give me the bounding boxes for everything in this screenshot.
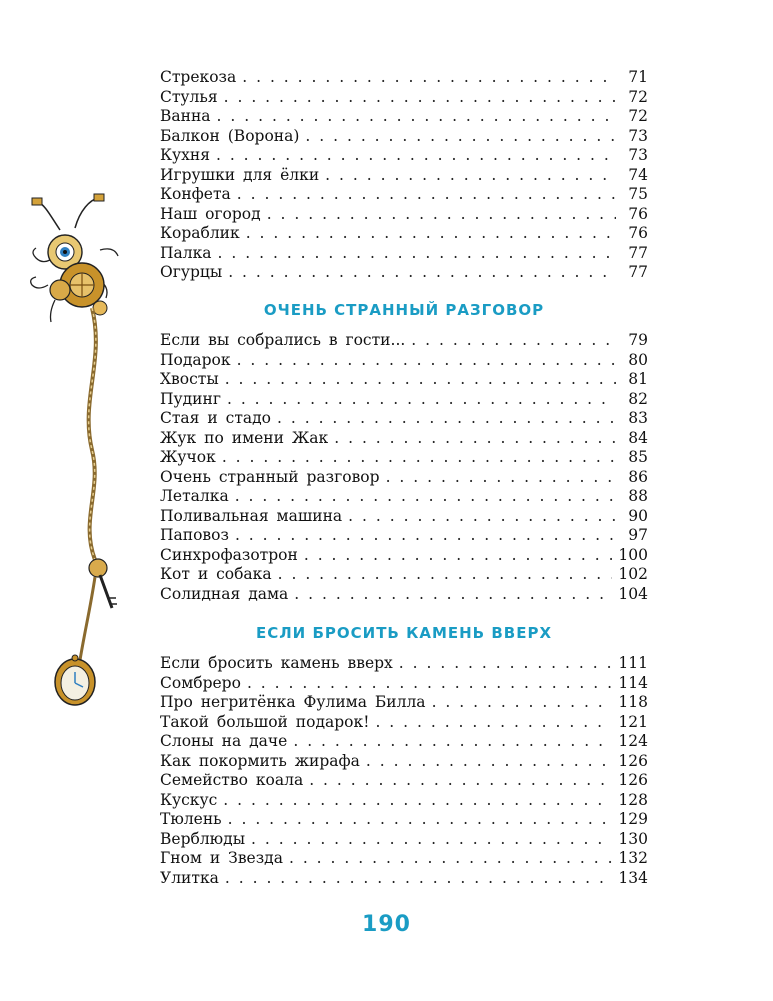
toc-entry-page: 90 — [628, 506, 648, 525]
toc-entry — [160, 752, 648, 772]
toc-entry — [160, 224, 648, 244]
toc-entry-title: Если вы собрались в гости... — [160, 331, 406, 349]
toc-entry — [160, 205, 648, 225]
dot-leader — [375, 713, 612, 733]
toc-entry-page: 86 — [628, 467, 648, 486]
toc-entry-page: 71 — [628, 68, 648, 86]
dot-leader — [218, 244, 616, 264]
toc-entry-page: 73 — [628, 146, 648, 164]
toc-entry-page: 73 — [628, 126, 648, 145]
dot-leader — [386, 468, 616, 488]
dot-leader — [242, 68, 616, 88]
toc-entry-title: Стулья — [160, 87, 218, 106]
section-heading-3: ЕСЛИ БРОСИТЬ КАМЕНЬ ВВЕРХ — [255, 624, 553, 642]
toc-entry-page: 124 — [618, 732, 648, 750]
dot-leader — [325, 166, 616, 186]
dot-leader — [432, 693, 613, 713]
toc-entry-title: Жук по имени Жак — [160, 428, 329, 447]
toc-section-2 — [160, 331, 648, 604]
toc-entry — [160, 487, 648, 507]
toc-entry-title: Про негритёнка Фулима Билла — [160, 693, 426, 711]
toc-entry-title: Улитка — [160, 868, 219, 887]
toc-entry — [160, 674, 648, 694]
toc-entry-page: 111 — [618, 654, 648, 672]
dot-leader — [278, 565, 613, 585]
toc-entry — [160, 263, 648, 283]
toc-entry — [160, 448, 648, 468]
dot-leader — [334, 429, 616, 449]
toc-entry-title: Стая и стадо — [160, 409, 272, 427]
dot-leader — [251, 830, 612, 850]
toc-entry-title: Как покормить жирафа — [160, 751, 360, 770]
section-heading-2: ОЧЕНЬ СТРАННЫЙ РАЗГОВОР — [263, 301, 545, 319]
toc-entry — [160, 654, 648, 674]
toc-entry-page: 84 — [628, 428, 648, 447]
dot-leader — [223, 791, 612, 811]
toc-entry — [160, 468, 648, 488]
toc-entry-title: Стрекоза — [160, 68, 237, 86]
toc-entry — [160, 791, 648, 811]
dot-leader — [246, 224, 616, 244]
page-number: 190 — [362, 912, 411, 937]
dot-leader — [228, 810, 613, 830]
toc-entry-title: Солидная дама — [160, 584, 289, 603]
toc-entry-page: 76 — [628, 224, 648, 242]
dot-leader — [293, 732, 612, 752]
toc-entry — [160, 713, 648, 733]
dot-leader — [305, 127, 616, 147]
dot-leader — [235, 487, 616, 507]
toc-entry-page: 77 — [628, 243, 648, 262]
toc-entry-title: Тюлень — [160, 810, 222, 828]
toc-entry — [160, 565, 648, 585]
toc-entry-title: Огурцы — [160, 263, 223, 281]
toc-entry — [160, 166, 648, 186]
toc-entry-title: Кускус — [160, 790, 218, 809]
toc-entry-page: 114 — [618, 673, 648, 692]
dot-leader — [348, 507, 616, 527]
toc-entry — [160, 409, 648, 429]
toc-entry-title: Такой большой подарок! — [160, 712, 370, 731]
toc-entry — [160, 185, 648, 205]
toc-entry-title: Подарок — [160, 350, 231, 369]
toc-entry-title: Кот и собака — [160, 565, 272, 583]
toc-entry-title: Игрушки для ёлки — [160, 165, 320, 184]
dot-leader — [237, 185, 616, 205]
toc-entry — [160, 507, 648, 527]
toc-entry-title: Слоны на даче — [160, 732, 288, 750]
toc-entry-title: Сомбреро — [160, 673, 241, 692]
toc-entry-page: 82 — [628, 389, 648, 408]
toc-entry-page: 81 — [628, 370, 648, 388]
toc-entry-page: 132 — [618, 849, 648, 867]
toc-entry-title: Поливальная машина — [160, 506, 343, 525]
toc-entry-page: 76 — [628, 204, 648, 223]
toc-entry-title: Ванна — [160, 107, 211, 125]
toc-entry — [160, 370, 648, 390]
dot-leader — [247, 674, 612, 694]
toc-entry — [160, 693, 648, 713]
toc-entry — [160, 849, 648, 869]
toc-entry-page: 74 — [628, 165, 648, 184]
dot-leader — [267, 205, 616, 225]
toc-entry — [160, 732, 648, 752]
toc-section-3 — [160, 654, 648, 888]
dot-leader — [399, 654, 613, 674]
toc-entry — [160, 68, 648, 88]
dot-leader — [366, 752, 612, 772]
dot-leader — [222, 448, 616, 468]
toc-entry — [160, 88, 648, 108]
toc-entry-title: Верблюды — [160, 829, 246, 848]
toc-entry-title: Жучок — [160, 448, 216, 466]
toc-entry-title: Синхрофазотрон — [160, 545, 298, 564]
toc-entry-title: Если бросить камень вверх — [160, 654, 393, 672]
toc-entry-title: Кораблик — [160, 224, 240, 242]
toc-entry-page: 100 — [618, 545, 648, 564]
toc-entry-page: 126 — [618, 751, 648, 770]
dot-leader — [294, 585, 612, 605]
toc-entry-title: Леталка — [160, 487, 229, 505]
dot-leader — [235, 526, 616, 546]
toc-entry — [160, 526, 648, 546]
toc-entry — [160, 146, 648, 166]
toc-entry-title: Палка — [160, 243, 212, 262]
dot-leader — [304, 546, 613, 566]
toc-entry — [160, 830, 648, 850]
toc-entry-title: Балкон (Ворона) — [160, 126, 300, 145]
toc-entry-page: 130 — [618, 829, 648, 848]
toc-entry — [160, 810, 648, 830]
toc-entry-page: 80 — [628, 350, 648, 369]
toc-entry-title: Семейство коала — [160, 771, 304, 789]
dot-leader — [309, 771, 612, 791]
toc-entry-page: 88 — [628, 487, 648, 505]
toc-entry-title: Гном и Звезда — [160, 849, 283, 867]
toc-entry-page: 75 — [628, 185, 648, 203]
dot-leader — [216, 146, 616, 166]
toc-section-1 — [160, 68, 648, 283]
dot-leader — [225, 370, 616, 390]
dot-leader — [411, 331, 616, 351]
toc-entry-title: Конфета — [160, 185, 231, 203]
toc-entry-page: 77 — [628, 263, 648, 281]
toc-entry-title: Паповоз — [160, 526, 229, 544]
dot-leader — [237, 351, 616, 371]
dot-leader — [224, 88, 616, 108]
bug-with-rope-and-watch-illustration — [20, 190, 130, 720]
toc-entry-page: 129 — [618, 810, 648, 828]
toc-entry-page: 104 — [618, 584, 648, 603]
toc-entry — [160, 429, 648, 449]
toc-entry-title: Очень странный разговор — [160, 467, 380, 486]
toc-entry-page: 79 — [628, 331, 648, 349]
toc-entry — [160, 331, 648, 351]
toc-entry-page: 128 — [618, 790, 648, 809]
toc-entry — [160, 127, 648, 147]
toc-entry — [160, 771, 648, 791]
toc-entry — [160, 546, 648, 566]
toc-entry — [160, 585, 648, 605]
toc-entry-page: 102 — [618, 565, 648, 583]
toc-entry-page: 72 — [628, 107, 648, 125]
toc-entry — [160, 390, 648, 410]
toc-entry-page: 134 — [618, 868, 648, 887]
toc-entry-title: Пудинг — [160, 389, 221, 408]
toc-entry — [160, 351, 648, 371]
toc-entry-page: 118 — [618, 693, 648, 711]
toc-entry-page: 85 — [628, 448, 648, 466]
dot-leader — [225, 869, 613, 889]
toc-entry-title: Наш огород — [160, 204, 261, 223]
toc-entry-page: 121 — [618, 712, 648, 731]
toc-entry-page: 83 — [628, 409, 648, 427]
toc-entry — [160, 107, 648, 127]
toc-entry-page: 72 — [628, 87, 648, 106]
dot-leader — [227, 390, 616, 410]
toc-entry — [160, 869, 648, 889]
dot-leader — [217, 107, 616, 127]
toc-entry-title: Хвосты — [160, 370, 219, 388]
toc-entry-title: Кухня — [160, 146, 210, 164]
dot-leader — [277, 409, 616, 429]
toc-entry-page: 97 — [628, 526, 648, 544]
dot-leader — [289, 849, 612, 869]
toc-entry-page: 126 — [618, 771, 648, 789]
toc-entry — [160, 244, 648, 264]
dot-leader — [228, 263, 616, 283]
